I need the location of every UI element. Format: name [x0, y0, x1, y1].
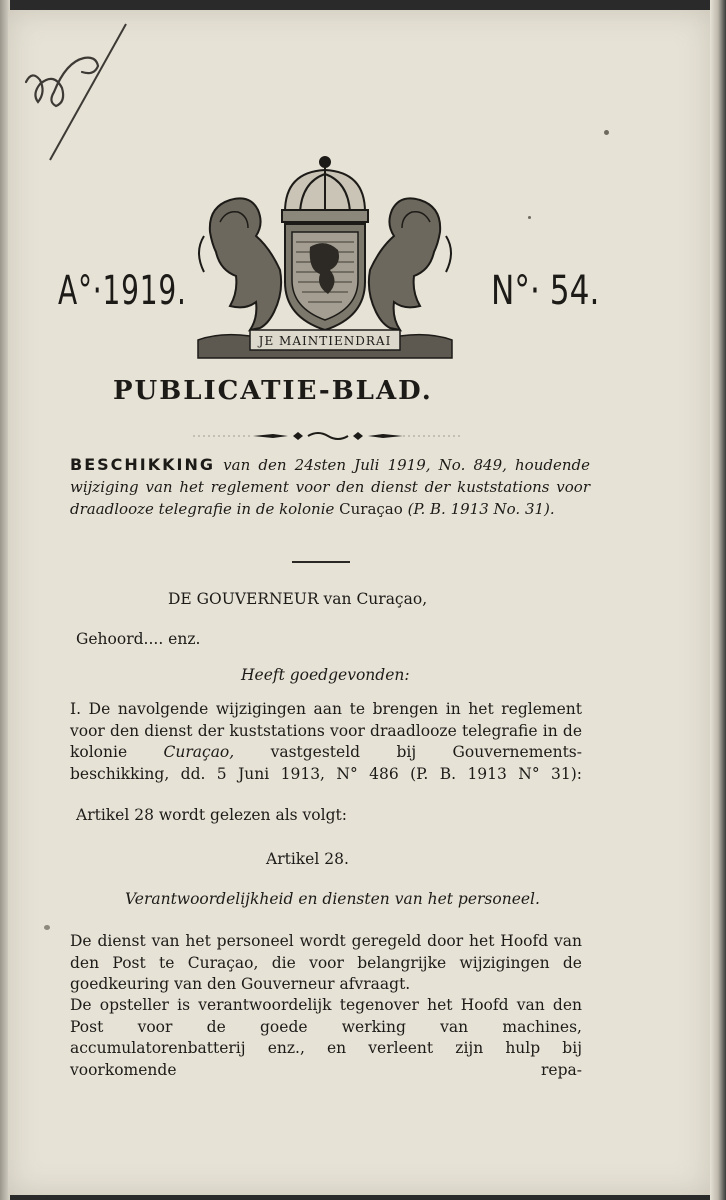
article-one-rest: vastgesteld bij Gouvernements- — [270, 743, 582, 761]
paper-spot — [604, 130, 609, 135]
paragraph-two — [70, 931, 582, 996]
decree-lead: BESCHIKKING — [70, 455, 216, 474]
issue-number: N°· 54. — [491, 268, 600, 314]
article-intro-line: Artikel 28 wordt gelezen als volgt: — [76, 806, 347, 824]
article-one-place: Curaçao, — [163, 743, 235, 761]
article-one-paragraph — [70, 699, 582, 785]
section-divider — [292, 561, 350, 563]
paragraph-two-last-line: goedkeuring van den Gouverneur afvraagt. — [70, 975, 411, 993]
ornament-divider-icon — [193, 430, 463, 442]
decree-place: Curaçao — [339, 500, 403, 518]
motto-text: JE MAINTIENDRAI — [258, 334, 392, 348]
governor-line: DE GOUVERNEUR van Curaçao, — [168, 590, 428, 608]
article-one-last-line: beschikking, dd. 5 Juni 1913, N° 486 (P. B. 1913 N° 31): — [70, 764, 582, 783]
paper-spot — [44, 925, 50, 930]
heard-line: Gehoord.... enz. — [76, 630, 201, 648]
handwritten-mark-text: 9o — [18, 22, 20, 23]
decree-text-part1: van den 24sten Juli 1919, No. 849, houdende wijziging van het reglement voor den dienst der kuststations voor draadlooze telegrafie in de kolonie — [70, 456, 590, 518]
coat-of-arms-icon — [190, 152, 460, 364]
paragraph-three — [70, 995, 582, 1081]
document-page — [8, 10, 710, 1195]
publication-title: PUBLICATIE-BLAD. — [113, 376, 433, 406]
handwritten-mark — [18, 22, 138, 162]
article-one-intro: I. De navolgende wijzigingen aan te brengen in het reglement voor den dienst der kuststations voor draadlooze telegrafie in de kolonie — [70, 700, 582, 761]
responsibility-heading: Verantwoordelijkheid en diensten van het personeel. — [125, 890, 540, 908]
paragraph-three-text: De opsteller is verantwoordelijk tegenover het Hoofd van den Post voor de goede werking van machines, accumulatorenbatterij enz., en verleent zijn hulp bij voorkomende repa- — [70, 996, 582, 1079]
paragraph-two-text: De dienst van het personeel wordt geregeld door het Hoofd van den Post te Curaçao, die voor belangrijke wijzigingen de — [70, 932, 582, 972]
article-heading: Artikel 28. — [266, 850, 349, 868]
decree-text-part2: (P. B. 1913 No. 31). — [407, 500, 555, 518]
page-right-edge — [710, 0, 726, 1200]
paper-spot — [528, 216, 531, 219]
decree-heading — [70, 454, 590, 520]
year-label: A°·1919. — [58, 268, 187, 314]
found-line: Heeft goedgevonden: — [241, 666, 410, 684]
